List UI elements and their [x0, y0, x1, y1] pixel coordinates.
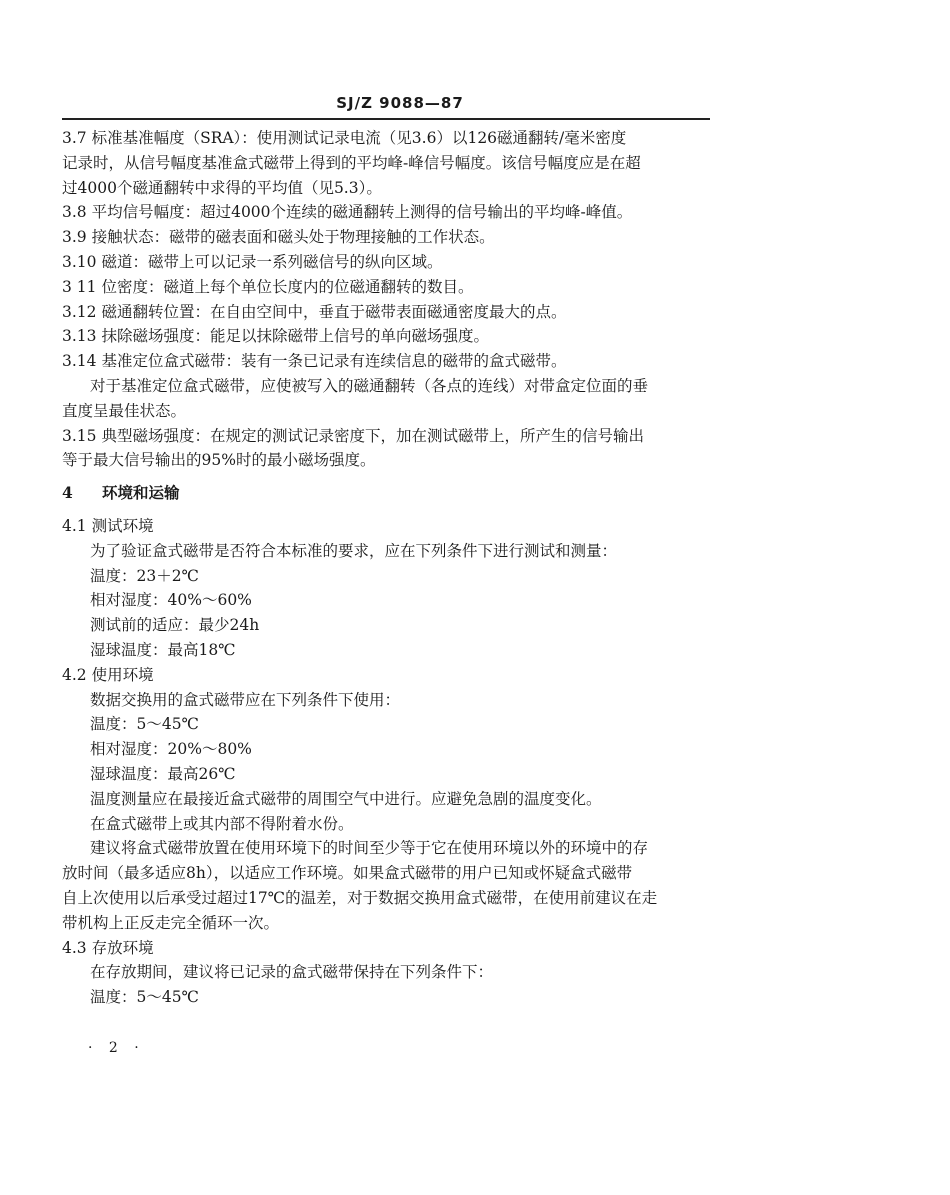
text-line: 放时间（最多适应8h），以适应工作环境。如果盒式磁带的用户已知或怀疑盒式磁带	[62, 864, 633, 883]
text-line: 3.15 典型磁场强度：在规定的测试记录密度下，加在测试磁带上，所产生的信号输出	[62, 426, 644, 445]
text-line: 3.9 接触状态：磁带的磁表面和磁头处于物理接触的工作状态。	[62, 228, 495, 247]
text-line: 等于最大信号输出的95%时的最小磁场强度。	[62, 451, 376, 470]
section-title: 环境和运输	[102, 483, 180, 503]
text-line: 3.14 基准定位盒式磁带：装有一条已记录有连续信息的磁带的盒式磁带。	[62, 352, 567, 371]
text-line: 湿球温度：最高18℃	[90, 640, 236, 659]
document-body	[62, 126, 710, 1010]
header-rule	[62, 118, 710, 120]
text-line: 3.10 磁道：磁带上可以记录一系列磁信号的纵向区域。	[62, 252, 443, 271]
text-line: 过4000个磁通翻转中求得的平均值（见5.3）。	[62, 178, 382, 197]
text-line: 温度：5～45℃	[90, 988, 199, 1007]
text-line: 相对湿度：20%～80%	[90, 740, 252, 759]
subsection-heading: 4.3 存放环境	[62, 938, 154, 957]
text-line: 对于基准定位盒式磁带，应使被写入的磁通翻转（各点的连线）对带盒定位面的垂	[90, 376, 649, 395]
page-number: · 2 ·	[88, 1040, 145, 1056]
page-header: SJ/Z 9088—87	[336, 94, 464, 112]
text-line: 湿球温度：最高26℃	[90, 764, 236, 783]
text-line: 在盒式磁带上或其内部不得附着水份。	[90, 814, 354, 833]
section-number: 4	[62, 483, 73, 503]
text-line: 温度：5～45℃	[90, 715, 199, 734]
text-line: 自上次使用以后承受过超过17℃的温差，对于数据交换用盒式磁带，在使用前建议在走	[62, 888, 658, 907]
text-line: 3 11 位密度：磁道上每个单位长度内的位磁通翻转的数目。	[62, 277, 474, 296]
text-line: 温度测量应在最接近盒式磁带的周围空气中进行。应避免急剧的温度变化。	[90, 789, 602, 808]
text-line: 直度呈最佳状态。	[62, 401, 187, 420]
section-heading-4	[62, 481, 710, 506]
text-line: 测试前的适应：最少24h	[90, 616, 260, 635]
text-line: 数据交换用的盒式磁带应在下列条件下使用：	[90, 690, 401, 709]
text-line: 相对湿度：40%～60%	[90, 591, 252, 610]
text-line: 为了验证盒式磁带是否符合本标准的要求，应在下列条件下进行测试和测量：	[90, 541, 618, 560]
text-line: 3.8 平均信号幅度：超过4000个连续的磁通翻转上测得的信号输出的平均峰-峰值。	[62, 203, 633, 222]
subsection-heading: 4.1 测试环境	[62, 516, 154, 535]
text-line: 3.7 标准基准幅度（SRA）：使用测试记录电流（见3.6）以126磁通翻转/毫米密度	[62, 129, 627, 147]
text-line: 3.13 抹除磁场强度：能足以抹除磁带上信号的单向磁场强度。	[62, 327, 489, 346]
text-line: 带机构上正反走完全循环一次。	[62, 913, 280, 932]
subsection-heading: 4.2 使用环境	[62, 665, 154, 684]
text-line: 建议将盒式磁带放置在使用环境下的时间至少等于它在使用环境以外的环境中的存	[90, 839, 649, 858]
text-line: 3.12 磁通翻转位置：在自由空间中，垂直于磁带表面磁通密度最大的点。	[62, 302, 567, 321]
text-line: 在存放期间，建议将已记录的盒式磁带保持在下列条件下：	[90, 963, 494, 982]
text-line: 温度：23＋2℃	[90, 566, 199, 585]
text-line: 记录时，从信号幅度基准盒式磁带上得到的平均峰-峰信号幅度。该信号幅度应是在超	[62, 153, 641, 172]
